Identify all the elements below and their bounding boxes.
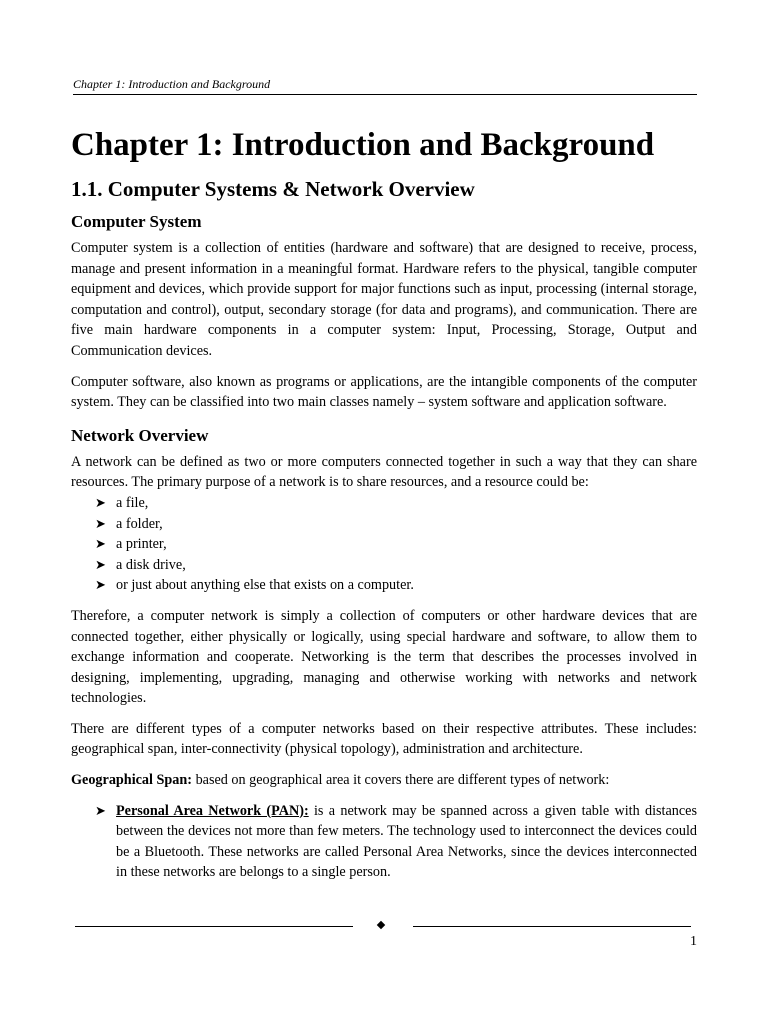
computer-system-paragraph-2: Computer software, also known as programs or applications, are the intangible components of the computer system. They can be classified into two main classes namely – system software and application software. xyxy=(71,373,697,411)
footer-rule-right xyxy=(413,926,691,927)
list-item: ➤ a disk drive, xyxy=(95,555,697,576)
geographical-span-paragraph: Geographical Span: based on geographical area it covers there are different types of network: xyxy=(71,772,610,789)
list-item: ➤ a printer, xyxy=(95,534,697,555)
arrow-bullet-icon: ➤ xyxy=(95,494,106,510)
computer-system-paragraph-1: Computer system is a collection of entities (hardware and software) that are designed to receive, process, manage and present information in a meaningful format. Hardware refers to the physical, tangible computer equipment and devices, which provide support for major functions such as input, processing (internal storage, computation and control), output, secondary storage (for data and programs), and communication. There are five main hardware components in a computer system: Input, Processing, Storage, Output and Communication devices. xyxy=(71,240,697,359)
arrow-bullet-icon: ➤ xyxy=(95,515,106,531)
network-therefore-paragraph: Therefore, a computer network is simply a collection of computers or other hardware devices that are connected together, either physically or logically, using special hardware and software, to allow them to exchange information and cooperate. Networking is the term that describes the processes involved in designing, implementing, upgrading, managing and otherwise working with networks and network technologies. xyxy=(71,607,697,707)
computer-system-heading: Computer System xyxy=(71,212,202,231)
arrow-bullet-icon: ➤ xyxy=(95,802,106,818)
section-title: 1.1. Computer Systems & Network Overview xyxy=(71,177,475,201)
network-types-paragraph: There are different types of a computer networks based on their respective attributes. These includes: geographical span, inter-connectivity (physical topology), administration and architecture. xyxy=(71,720,697,758)
diamond-ornament-icon xyxy=(377,921,385,929)
resource-list xyxy=(71,493,697,596)
geographical-span-label: Geographical Span: xyxy=(71,772,193,789)
running-header: Chapter 1: Introduction and Background xyxy=(73,76,697,95)
network-type-list xyxy=(71,801,697,883)
pan-label: Personal Area Network (PAN): xyxy=(116,802,309,819)
chapter-title: Chapter 1: Introduction and Background xyxy=(71,127,655,163)
arrow-bullet-icon: ➤ xyxy=(95,536,106,552)
footer-rule-left xyxy=(75,926,353,927)
page-footer xyxy=(75,918,697,958)
arrow-bullet-icon: ➤ xyxy=(95,556,106,572)
network-intro-paragraph: A network can be defined as two or more computers connected together in such a way that they can share resources. The primary purpose of a network is to share resources, and a resource could be: xyxy=(71,453,697,491)
list-item: ➤ Personal Area Network (PAN): is a network may be spanned across a given table with distances between the devices not more than few meters. The technology used to interconnect the devices could be a Bluetooth. These networks are called Personal Area Networks, since the devices interconnected in these networks are belongs to a single person. xyxy=(95,802,697,881)
list-item: ➤ a file, xyxy=(95,493,697,514)
page-content xyxy=(71,126,697,893)
list-item: ➤ or just about anything else that exists on a computer. xyxy=(95,575,697,596)
page-number: 1 xyxy=(690,934,697,949)
network-overview-heading: Network Overview xyxy=(71,425,209,445)
arrow-bullet-icon: ➤ xyxy=(95,577,106,593)
list-item: ➤ a folder, xyxy=(95,514,697,535)
